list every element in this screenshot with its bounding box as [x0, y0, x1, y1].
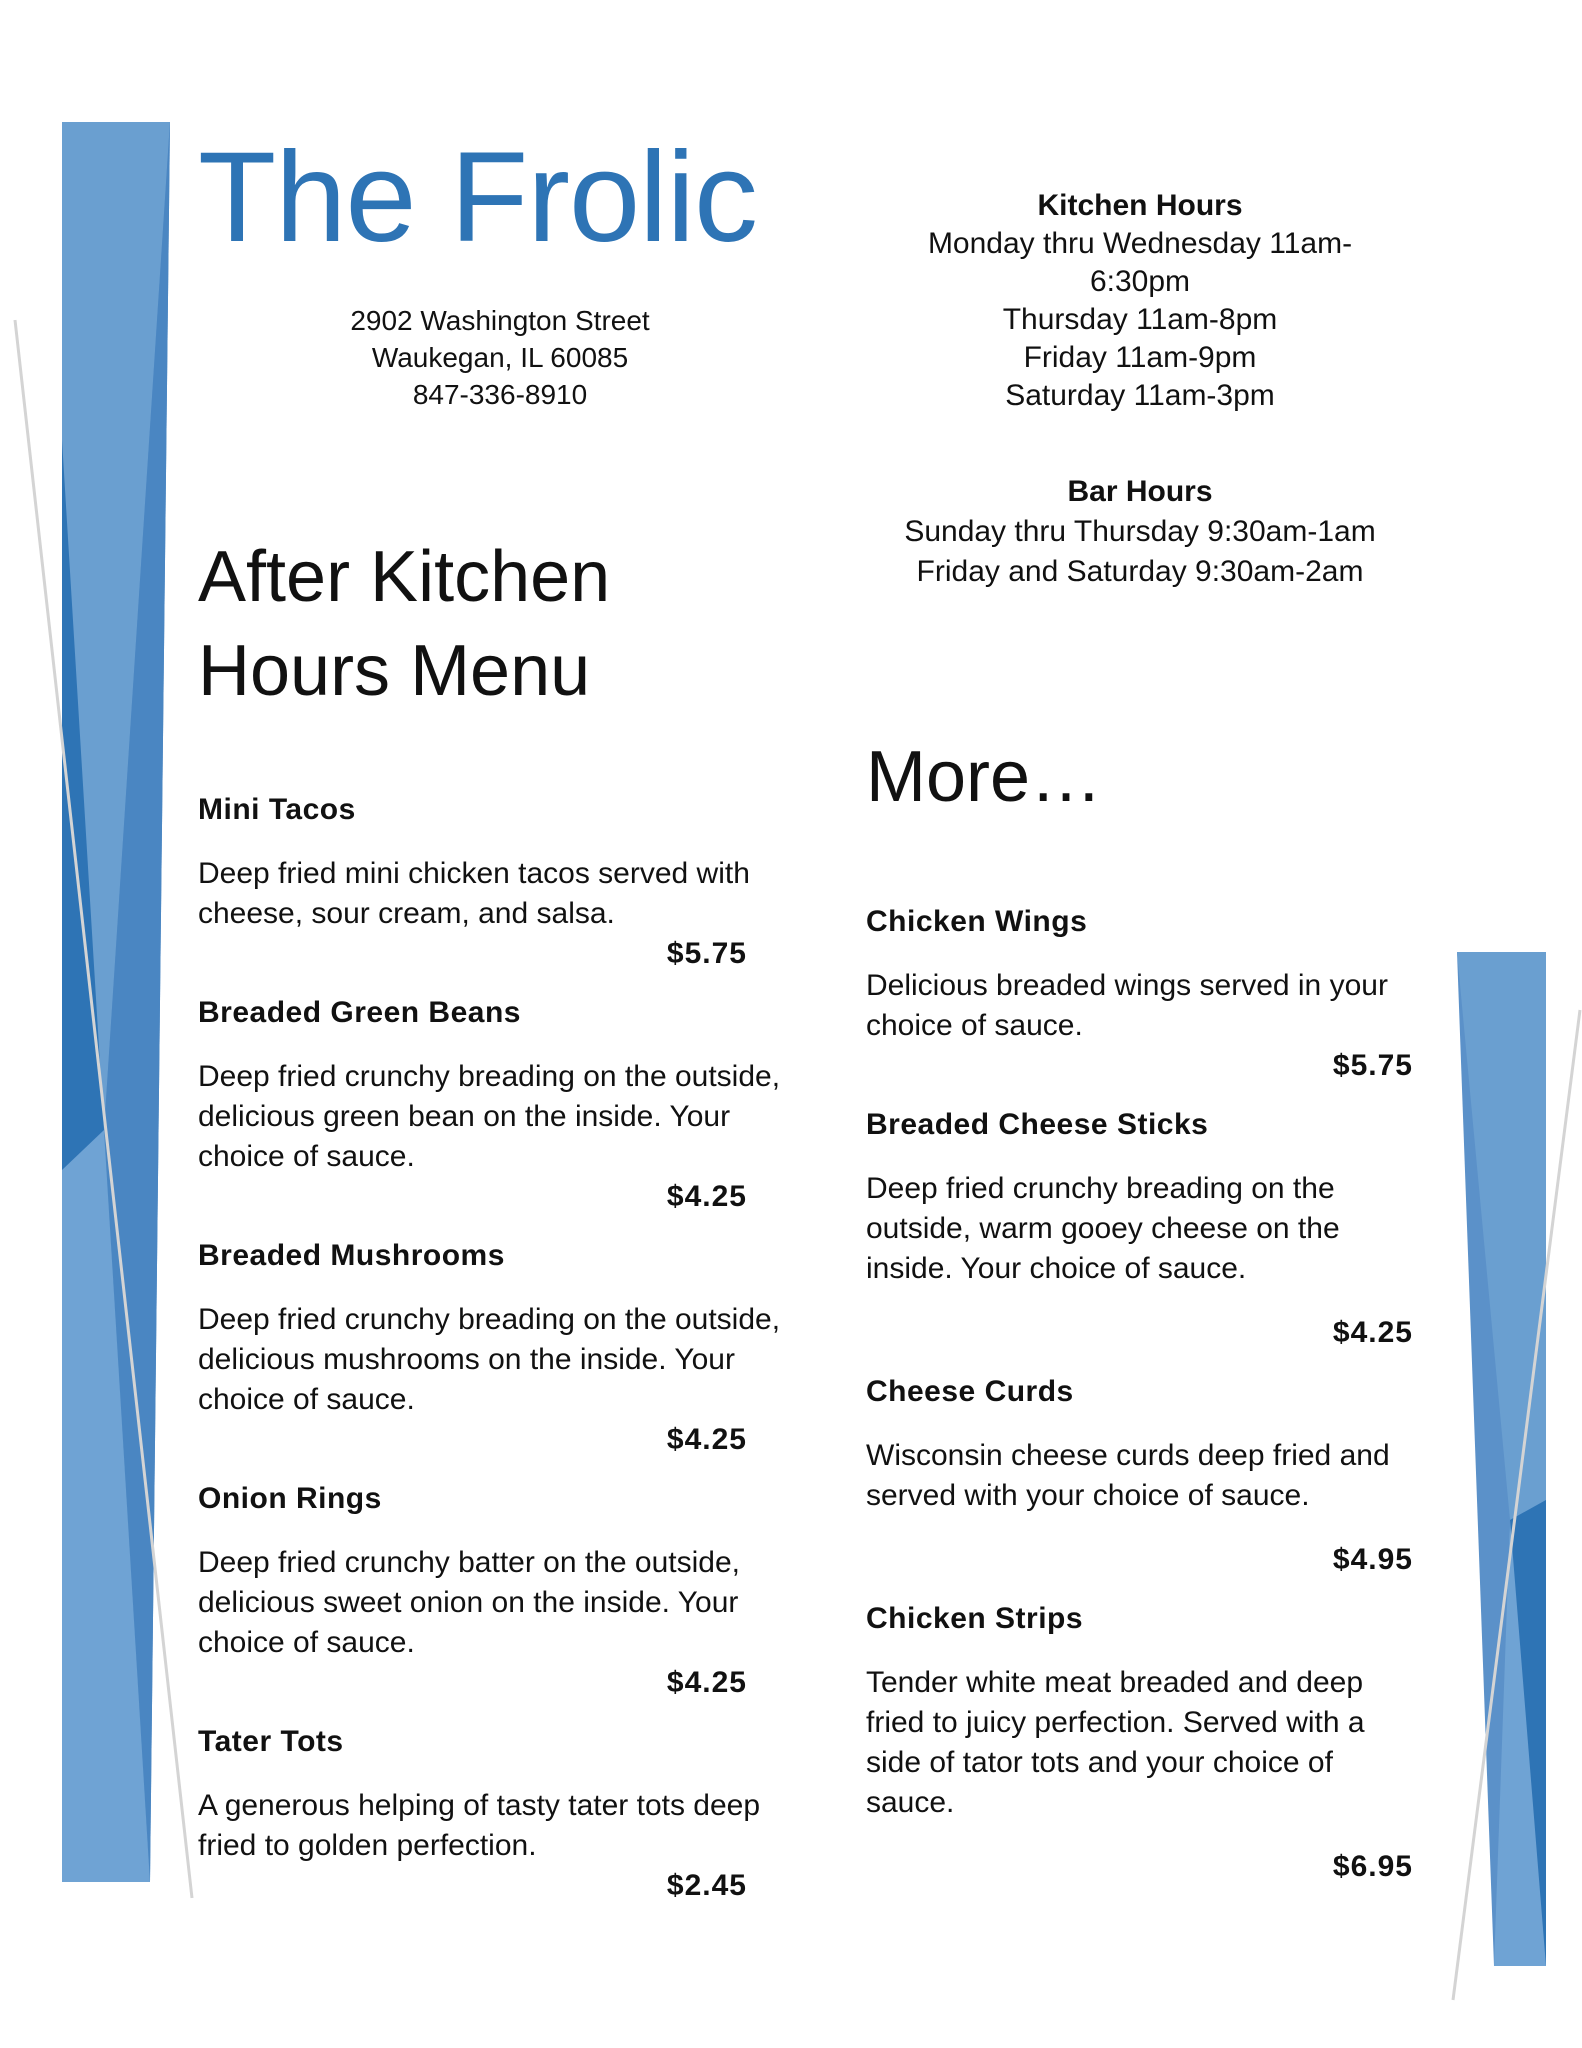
- item-name: Cheese Curds: [866, 1375, 1074, 1408]
- menu-title: [198, 530, 610, 718]
- menu-item: [198, 1725, 818, 1906]
- item-price: $2.45: [666, 1869, 747, 1902]
- item-description: [198, 1057, 818, 1177]
- menu-column-right: [866, 905, 1426, 1887]
- right-blue-band: [1457, 952, 1546, 1966]
- item-name: Chicken Wings: [866, 905, 1088, 938]
- item-description-line: Deep fried crunchy breading on the: [866, 1172, 1335, 1205]
- item-price: $4.25: [666, 1180, 747, 1213]
- item-description-line: delicious green bean on the inside. Your: [198, 1100, 731, 1133]
- menu-title-line: After Kitchen: [198, 537, 611, 617]
- item-description-line: cheese, sour cream, and salsa.: [198, 897, 615, 930]
- item-description-line: choice of sauce.: [198, 1383, 415, 1416]
- left-hairline: [15, 320, 192, 1898]
- item-description-line: Deep fried crunchy breading on the outside,: [198, 1303, 781, 1336]
- item-description: [198, 1786, 818, 1866]
- item-description-line: outside, warm gooey cheese on the: [866, 1212, 1340, 1245]
- menu-item: [198, 793, 818, 974]
- item-name: Chicken Strips: [866, 1602, 1084, 1635]
- item-description-line: fried to juicy perfection. Served with a: [866, 1706, 1365, 1739]
- item-price: $4.25: [666, 1423, 747, 1456]
- item-description-line: choice of sauce.: [866, 1009, 1083, 1042]
- item-description: [198, 1300, 818, 1420]
- address-city: Waukegan, IL 60085: [371, 342, 629, 373]
- item-description-line: Deep fried crunchy breading on the outside,: [198, 1060, 781, 1093]
- kitchen-hours-line: Saturday 11am-3pm: [1005, 379, 1275, 412]
- item-price: $4.25: [666, 1666, 747, 1699]
- left-blue-band: [62, 122, 170, 1882]
- restaurant-name: The Frolic: [198, 126, 757, 269]
- item-description-line: fried to golden perfection.: [198, 1829, 537, 1862]
- item-name: Breaded Cheese Sticks: [866, 1108, 1209, 1141]
- item-description: [866, 1436, 1426, 1516]
- item-name: Tater Tots: [198, 1725, 344, 1758]
- kitchen-hours-line: 6:30pm: [1089, 265, 1191, 298]
- menu-item: [866, 1602, 1426, 1887]
- item-description-line: delicious mushrooms on the inside. Your: [198, 1343, 735, 1376]
- item-description-line: Deep fried crunchy batter on the outside,: [198, 1546, 740, 1579]
- menu-item: [866, 1375, 1426, 1580]
- item-description: [198, 1543, 818, 1663]
- item-description-line: choice of sauce.: [198, 1140, 415, 1173]
- menu-title-line: Hours Menu: [198, 631, 591, 711]
- item-description-line: side of tator tots and your choice of: [866, 1746, 1333, 1779]
- address-street: 2902 Washington Street: [350, 305, 650, 336]
- item-price: $5.75: [1332, 1049, 1413, 1082]
- item-name: Breaded Green Beans: [198, 996, 521, 1029]
- kitchen-hours-title: Kitchen Hours: [1037, 189, 1243, 222]
- item-description: [866, 1663, 1426, 1823]
- item-description-line: Wisconsin cheese curds deep fried and: [866, 1439, 1390, 1472]
- menu-item: [866, 905, 1426, 1086]
- bar-hours-line: Friday and Saturday 9:30am-2am: [916, 555, 1364, 588]
- item-description-line: delicious sweet onion on the inside. Your: [198, 1586, 739, 1619]
- bar-hours-line: Sunday thru Thursday 9:30am-1am: [904, 515, 1376, 548]
- item-description-line: Deep fried mini chicken tacos served with: [198, 857, 750, 890]
- item-name: Mini Tacos: [198, 793, 356, 826]
- item-description: [866, 966, 1426, 1046]
- menu-item: [198, 996, 818, 1217]
- item-description-line: choice of sauce.: [198, 1626, 415, 1659]
- kitchen-hours-line: Friday 11am-9pm: [1023, 341, 1257, 374]
- right-hairline: [1453, 1010, 1580, 2000]
- item-price: $5.75: [666, 937, 747, 970]
- item-description-line: Tender white meat breaded and deep: [866, 1666, 1364, 1699]
- bar-hours-title: Bar Hours: [1067, 475, 1213, 508]
- menu-column-left: [198, 793, 818, 1906]
- item-price: $4.25: [1332, 1316, 1413, 1349]
- bar-hours: [840, 472, 1440, 592]
- restaurant-address: [300, 302, 700, 413]
- item-description-line: inside. Your choice of sauce.: [866, 1252, 1247, 1285]
- kitchen-hours: [840, 187, 1440, 415]
- more-title: More…: [866, 737, 1103, 817]
- item-name: Breaded Mushrooms: [198, 1239, 505, 1272]
- item-price: $4.95: [1332, 1543, 1413, 1576]
- item-description-line: Delicious breaded wings served in your: [866, 969, 1388, 1002]
- phone-number: 847-336-8910: [412, 379, 588, 410]
- kitchen-hours-line: Thursday 11am-8pm: [1002, 303, 1278, 336]
- item-price: $6.95: [1332, 1850, 1413, 1883]
- menu-item: [866, 1108, 1426, 1353]
- item-description-line: A generous helping of tasty tater tots deep: [198, 1789, 761, 1822]
- menu-item: [198, 1239, 818, 1460]
- kitchen-hours-line: Monday thru Wednesday 11am-: [927, 227, 1353, 260]
- item-description: [866, 1169, 1426, 1289]
- item-description-line: sauce.: [866, 1786, 955, 1819]
- item-name: Onion Rings: [198, 1482, 382, 1515]
- item-description-line: served with your choice of sauce.: [866, 1479, 1310, 1512]
- menu-item: [198, 1482, 818, 1703]
- item-description: [198, 854, 818, 934]
